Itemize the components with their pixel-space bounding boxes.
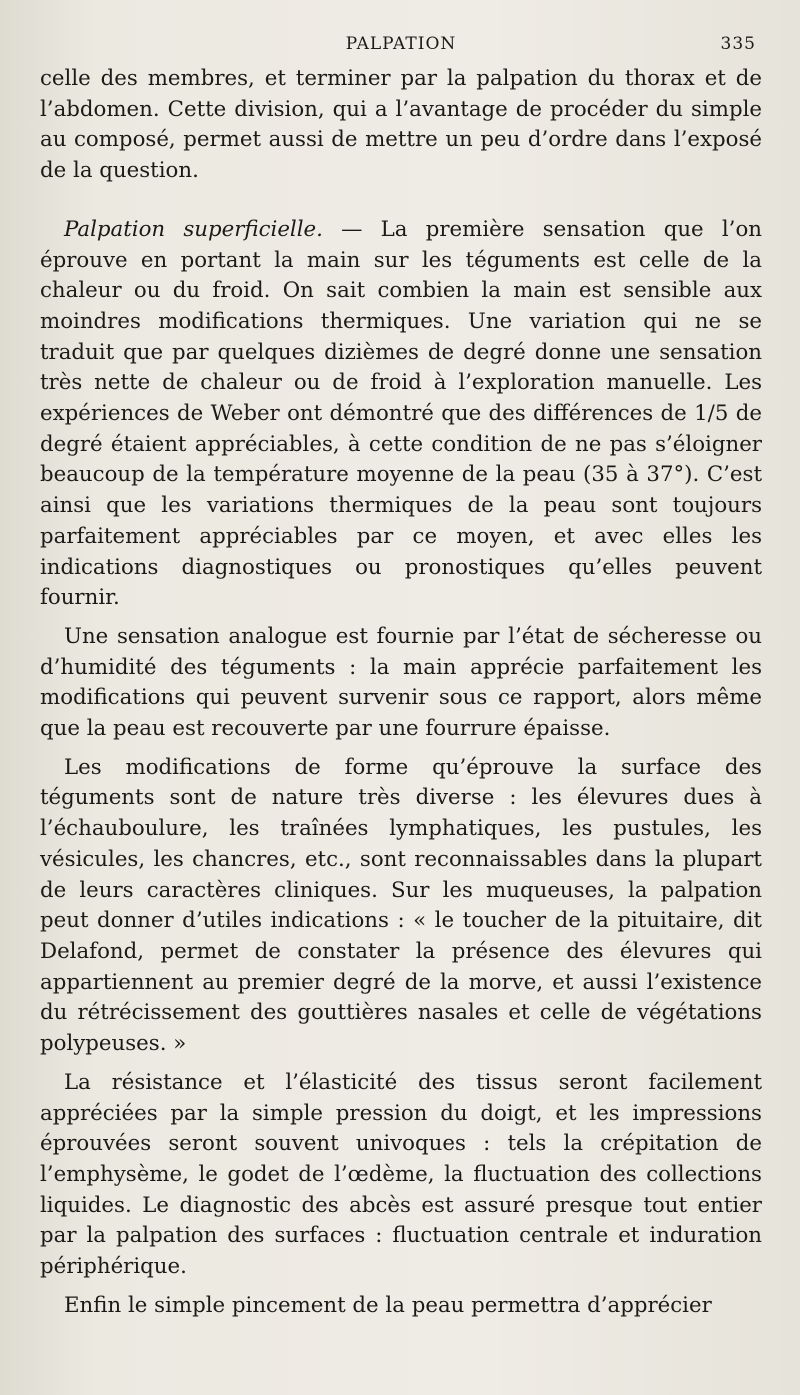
paragraph-resistance-elasticite <box>40 1068 762 1283</box>
paragraph-pincement <box>40 1291 762 1322</box>
paragraph-humidite <box>40 622 762 745</box>
page-number: 335 <box>720 34 756 54</box>
running-title: PALPATION <box>345 34 457 54</box>
paragraph-modifications-forme <box>40 753 762 1060</box>
paragraph-continuation <box>40 64 762 187</box>
paragraph-palpation-superficielle <box>40 215 762 614</box>
paragraph-text: Une sensation analogue est fournie par l’état de sécheresse ou d’humidité des téguments : la main apprécie parfaitement les modifications qui peuvent survenir sous ce rapport, alors même que la peau est recouverte par une fourrure épaisse. <box>40 623 762 742</box>
paragraph-text: — La première sensation que l’on éprouve en portant la main sur les téguments est celle de la chaleur ou du froid. On sait combien la main est sensible aux moindres modifications thermiques. Une variation qui ne se traduit que par quelques dizièmes de degré donne une sensation très nette de chaleur ou de froid à l’exploration manuelle. Les expériences de Weber ont démontré que des différences de 1/5 de degré étaient appréciables, à cette condition de ne pas s’éloigner beaucoup de la température moyenne de la peau (35 à 37°). C’est ainsi que les variations thermiques de la peau sont toujours parfaitement appréciables par ce moyen, et avec elles les indications diagnostiques ou pronostiques qu’elles peuvent fournir. <box>40 216 762 611</box>
paragraph-text: Enfin le simple pincement de la peau permettra d’apprécier <box>64 1292 712 1318</box>
paragraph-text: Les modifications de forme qu’éprouve la surface des téguments sont de nature très diverse : les élevures dues à l’échauboulure, les traînées lymphatiques, les pustules, les vésicules, les chancres, etc., sont reconnaissables dans la plupart de leurs caractères cliniques. Sur les muqueuses, la palpation peut donner d’utiles indications : « le toucher de la pituitaire, dit Delafond, permet de constater la présence des élevures qui appartiennent au premier degré de la morve, et aussi l’existence du rétrécissement des gouttières nasales et celle de végétations polypeuses. » <box>40 754 762 1057</box>
paragraph-text: La résistance et l’élasticité des tissus seront facilement appréciées par la simple pression du doigt, et les impressions éprouvées seront souvent univoques : tels la crépitation de l’emphysème, le godet de l’œdème, la fluctuation des collections liquides. Le diagnostic des abcès est assuré presque tout entier par la palpation des surfaces : fluctuation centrale et induration périphérique. <box>40 1069 762 1280</box>
section-heading: Palpation superficielle. <box>64 216 323 242</box>
running-head <box>40 30 762 64</box>
paragraph-text: celle des membres, et terminer par la palpation du thorax et de l’abdomen. Cette division, qui a l’avantage de procéder du simple au composé, permet aussi de mettre un peu d’ordre dans l’exposé de la question. <box>40 66 762 184</box>
body-text <box>40 64 762 1321</box>
